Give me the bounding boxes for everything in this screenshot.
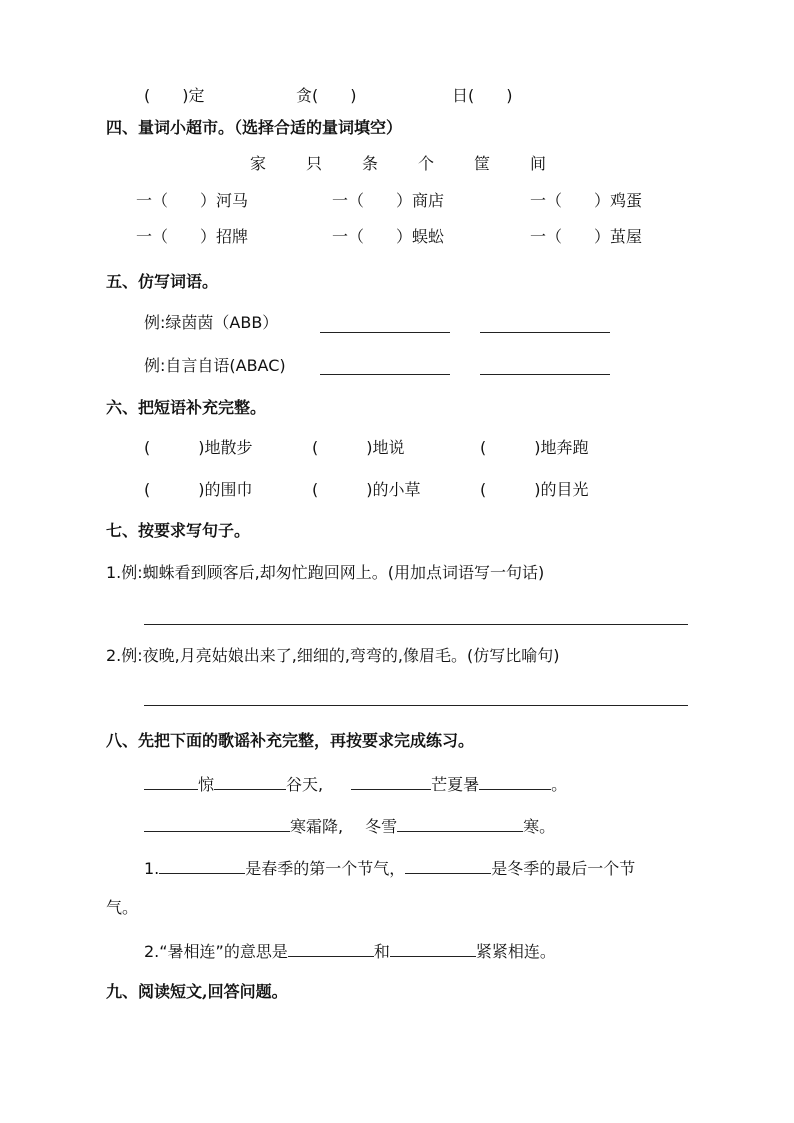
fill-item: 一（ ）茧屋 [530, 227, 643, 246]
blank[interactable] [144, 773, 198, 790]
blank[interactable] [479, 773, 551, 790]
measure-word: 家 [250, 154, 267, 173]
top-item-1: ( )定 [144, 86, 205, 105]
answer-line[interactable] [480, 374, 610, 375]
fill-item: 一（ ）河马 [136, 191, 249, 210]
measure-word: 个 [418, 154, 435, 173]
answer-line[interactable] [144, 705, 688, 706]
section-6-title: 六、把短语补充完整。 [106, 398, 267, 417]
example-abac: 例:自言自语(ABAC) [144, 356, 286, 375]
measure-word: 间 [530, 154, 547, 173]
answer-line[interactable] [320, 332, 450, 333]
measure-word: 条 [362, 154, 379, 173]
phrase-item: ( )的围巾 [144, 480, 253, 499]
blank[interactable] [351, 773, 431, 790]
top-item-3: 日( ) [452, 86, 513, 105]
section-5-title: 五、仿写词语。 [106, 272, 219, 291]
phrase-item: ( )的目光 [480, 480, 589, 499]
fill-item: 一（ ）商店 [332, 191, 445, 210]
fill-item: 一（ ）蜈蚣 [332, 227, 445, 246]
question-1: 1.例:蜘蛛看到顾客后,却匆忙跑回网上。(用加点词语写一句话) [106, 563, 545, 582]
question-8-1: 1. 是春季的第一个节气， 是冬季的最后一个节 [144, 859, 636, 878]
measure-word: 筐 [474, 154, 491, 173]
top-item-2: 贪( ) [296, 86, 357, 105]
fill-item: 一（ ）鸡蛋 [530, 191, 643, 210]
song-line-1: 惊 谷天, 芒夏暑 。 [144, 773, 567, 795]
blank[interactable] [405, 857, 491, 874]
phrase-item: ( )地说 [312, 438, 405, 457]
song-line-2: 寒霜降, 冬雪 寒。 [144, 815, 555, 837]
answer-line[interactable] [144, 624, 688, 625]
question-8-1-cont: 气。 [106, 898, 139, 917]
blank[interactable] [397, 815, 523, 832]
question-8-2: 2.“暑相连”的意思是 和 紧紧相连。 [144, 942, 556, 961]
question-2: 2.例:夜晚,月亮姑娘出来了,细细的,弯弯的,像眉毛。(仿写比喻句) [106, 646, 560, 665]
section-4-title: 四、量词小超市。（选择合适的量词填空） [106, 118, 403, 137]
fill-item: 一（ ）招牌 [136, 227, 249, 246]
blank[interactable] [214, 773, 286, 790]
measure-word: 只 [306, 154, 323, 173]
phrase-item: ( )地散步 [144, 438, 253, 457]
blank[interactable] [159, 857, 245, 874]
answer-line[interactable] [480, 332, 610, 333]
section-9-title: 九、阅读短文,回答问题。 [106, 982, 288, 1001]
blank[interactable] [390, 940, 476, 957]
blank[interactable] [288, 940, 374, 957]
answer-line[interactable] [320, 374, 450, 375]
phrase-item: ( )的小草 [312, 480, 421, 499]
section-8-title: 八、先把下面的歌谣补充完整，再按要求完成练习。 [106, 731, 475, 750]
example-abb: 例:绿茵茵（ABB） [144, 313, 279, 332]
phrase-item: ( )地奔跑 [480, 438, 589, 457]
section-7-title: 七、按要求写句子。 [106, 521, 251, 540]
blank[interactable] [144, 815, 290, 832]
